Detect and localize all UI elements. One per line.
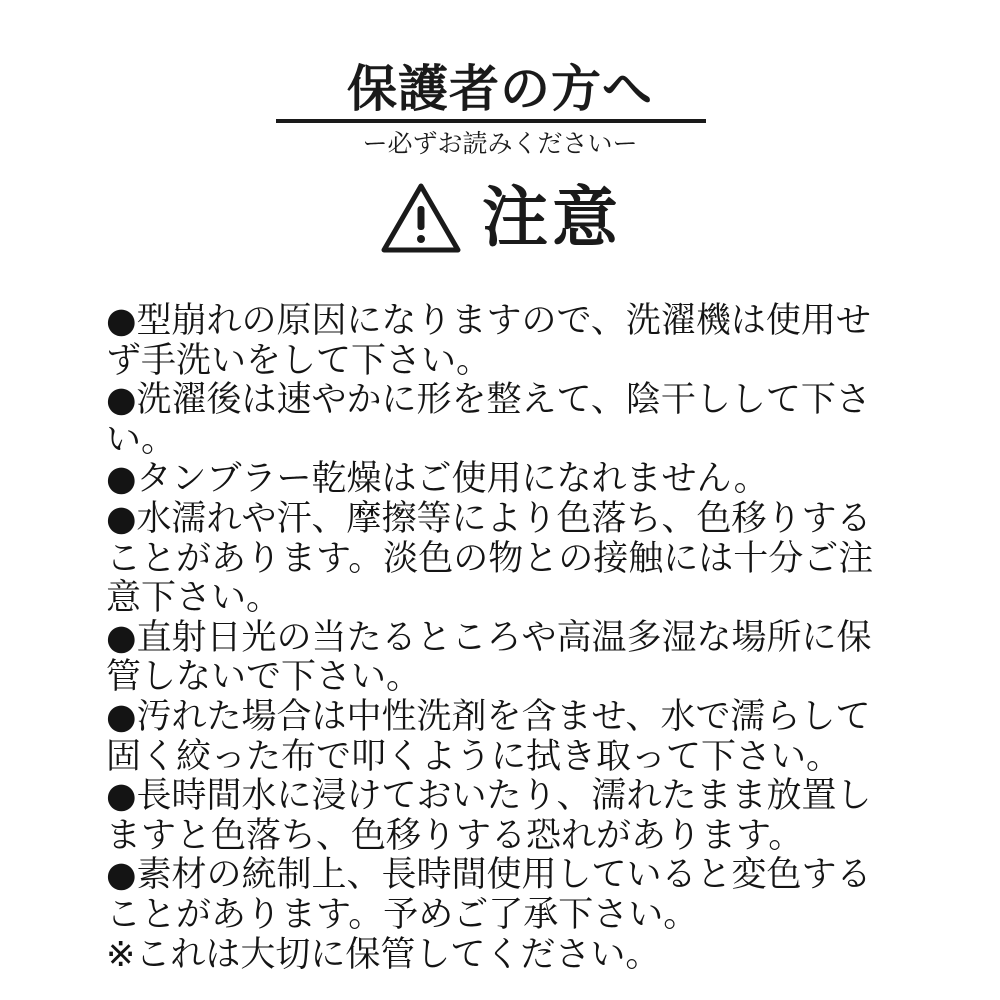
note-item: ●長時間水に浸けておいたり、濡れたまま放置しますと色落ち、色移りする恐れがあります。 <box>106 776 872 856</box>
note-item: ●素材の統制上、長時間使用していると変色することがあります。予めご了承下さい。 <box>106 855 872 935</box>
note-item: ●洗濯後は速やかに形を整えて、陰干しして下さい。 <box>106 380 871 460</box>
care-notes-list <box>106 302 886 975</box>
page-title: 保護者の方へ <box>347 60 653 118</box>
caution-label: 注意 <box>482 179 622 256</box>
note-item: ●水濡れや汗、摩擦等により色落ち、色移りすることがあります。淡色の物との接触には十分ご注意下さい。 <box>106 498 874 619</box>
note-item: ※これは大切に保管してください。 <box>106 934 661 975</box>
note-item: ●汚れた場合は中性洗剤を含ませ、水で濡らして固く絞った布で叩くように拭き取って下さい。 <box>106 696 871 777</box>
warning-triangle-icon <box>378 180 464 256</box>
caution-heading <box>0 180 1000 256</box>
note-item: ●直射日光の当たるところや高温多湿な場所に保管しないで下さい。 <box>106 617 872 698</box>
title-underline <box>276 119 706 123</box>
note-item: ●型崩れの原因になりますので、洗濯機は使用せず手洗いをして下さい。 <box>106 301 871 381</box>
page-subtitle: ー必ずお読みくださいー <box>362 129 638 158</box>
note-item: ●タンブラー乾燥はご使用になれません。 <box>106 459 769 500</box>
